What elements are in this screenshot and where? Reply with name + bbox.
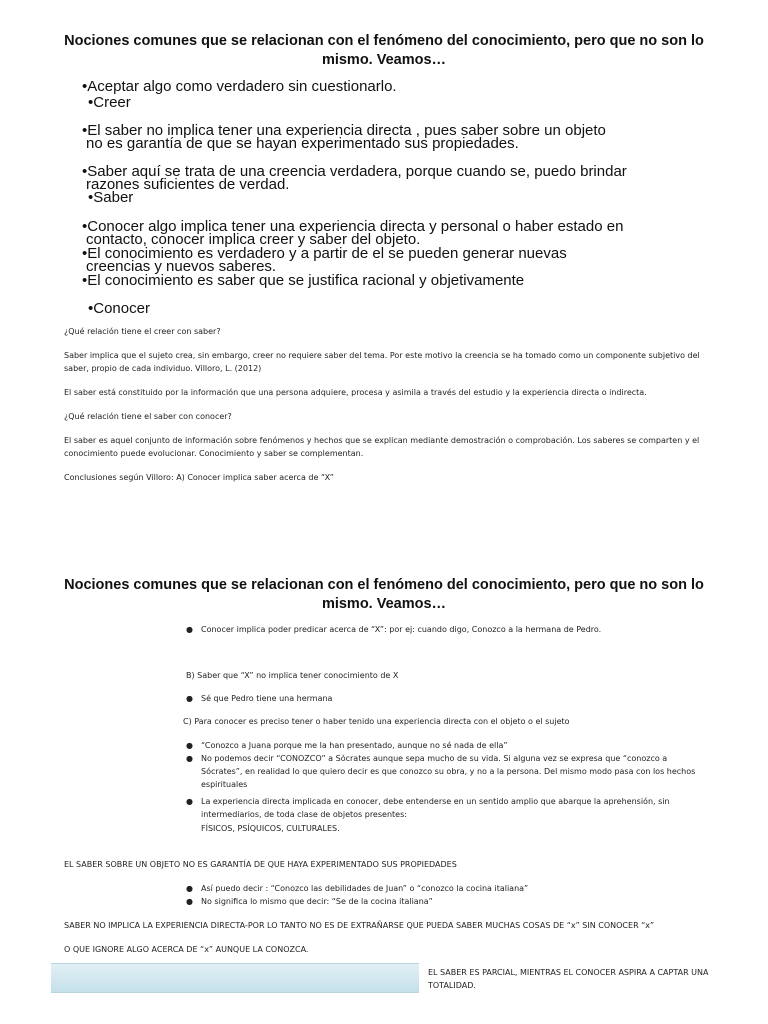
slide1-line: •Conocer algo implica tener una experiencia directa y personal o haber estado en — [82, 218, 624, 235]
list-item: No significa lo mismo que decir: “Se de la cocina italiana” — [201, 897, 433, 906]
list-item-continuation: FÍSICOS, PSÍQUICOS, CULTURALES. — [201, 824, 340, 833]
section-heading-b: B) Saber que “X” no implica tener conocimiento de X — [186, 671, 399, 680]
caps-statement: SABER NO IMPLICA LA EXPERIENCIA DIRECTA-POR LO TANTO NO ES DE EXTRAÑARSE QUE PUEDA SABER MUCHAS COSAS DE “x” SIN CONOCER “x” — [64, 921, 655, 930]
slide1-line: contacto, conocer implica creer y saber del objeto. — [86, 231, 421, 248]
slide2-title: Nociones comunes que se relacionan con el fenómeno del conocimiento, pero que no son lo mismo. Veamos… — [64, 577, 704, 612]
bullet-icon: ● — [186, 694, 193, 703]
section-heading-c: C) Para conocer es preciso tener o haber tenido una experiencia directa con el objeto o el sujeto — [183, 717, 570, 726]
slide1-line: •Creer — [88, 94, 131, 111]
question-saber-conocer: ¿Qué relación tiene el saber con conocer? — [64, 412, 232, 421]
slide1-line: •Saber — [88, 189, 134, 206]
paragraph: Saber implica que el sujeto crea, sin embargo, creer no requiere saber del tema. Por este motivo la creencia se ha tomado como un componente subjetivo del saber, propio de cada individuo. Villoro, L. (2012) — [64, 351, 700, 373]
decorative-blue-banner — [51, 963, 419, 993]
bullet-icon: ● — [186, 754, 193, 763]
bullet-icon: ● — [186, 625, 193, 634]
bullet-icon: ● — [186, 884, 193, 893]
caps-statement: O QUE IGNORE ALGO ACERCA DE “x” AUNQUE LA CONOZCA. — [64, 945, 309, 954]
paragraph: El saber está constituido por la información que una persona adquiere, procesa y asimila a través del estudio y la experiencia directa o indirecta. — [64, 388, 647, 397]
bullet-icon: ● — [186, 741, 193, 750]
bullet-icon: ● — [186, 797, 193, 806]
slide1-title: Nociones comunes que se relacionan con el fenómeno del conocimiento, pero que no son lo mismo. Veamos… — [64, 33, 704, 68]
question-creer-saber: ¿Qué relación tiene el creer con saber? — [64, 327, 221, 336]
bullet-icon: ● — [186, 897, 193, 906]
slide1-line: creencias y nuevos saberes. — [86, 258, 277, 275]
list-item: Sé que Pedro tiene una hermana — [201, 694, 333, 703]
list-item: Conocer implica poder predicar acerca de “X”: por ej: cuando digo, Conozco a la hermana de Pedro. — [201, 625, 602, 634]
slide1-line: no es garantía de que se hayan experimentado sus propiedades. — [86, 135, 519, 152]
slide1-line: razones suficientes de verdad. — [86, 176, 290, 193]
caps-statement: EL SABER ES PARCIAL, MIENTRAS EL CONOCER ASPIRA A CAPTAR UNA TOTALIDAD. — [428, 968, 709, 990]
list-item: No podemos decir “CONOZCO” a Sócrates aunque sepa mucho de su vida. Si alguna vez se expresa que “conozco a Sócrates”, en realidad lo que quiero decir es que conozco su obra, y no a la persona. Del mismo modo pasa con los hechos espirituales — [201, 754, 696, 789]
paragraph: El saber es aquel conjunto de información sobre fenómenos y hechos que se explican mediante demostración o comprobación. Los saberes se comparten y el conocimiento puede evolucionar. Conocimiento y saber se complementan. — [64, 436, 700, 458]
slide1-line: •Aceptar algo como verdadero sin cuestionarlo. — [82, 78, 397, 95]
slide1-line: •Conocer — [88, 300, 150, 317]
slide1-line: •El conocimiento es verdadero y a partir de el se pueden generar nuevas — [82, 245, 567, 262]
conclusions-line: Conclusiones según Villoro: A) Conocer implica saber acerca de “X” — [64, 473, 334, 482]
slide1-line: •El saber no implica tener una experiencia directa , pues saber sobre un objeto — [82, 122, 606, 139]
list-item: Así puedo decir : “Conozco las debilidades de Juan” o “conozco la cocina italiana” — [201, 884, 529, 893]
list-item: La experiencia directa implicada en conocer, debe entenderse en un sentido amplio que abarque la aprehensión, sin intermediarios, de toda clase de objetos presentes: — [201, 797, 670, 819]
slide1-line: •El conocimiento es saber que se justifica racional y objetivamente — [82, 272, 525, 289]
list-item: “Conozco a Juana porque me la han presentado, aunque no sé nada de ella” — [201, 741, 508, 750]
slide1-line: •Saber aquí se trata de una creencia verdadera, porque cuando se, puedo brindar — [82, 163, 627, 180]
caps-statement: EL SABER SOBRE UN OBJETO NO ES GARANTÍA DE QUE HAYA EXPERIMENTADO SUS PROPIEDADES — [64, 860, 457, 869]
